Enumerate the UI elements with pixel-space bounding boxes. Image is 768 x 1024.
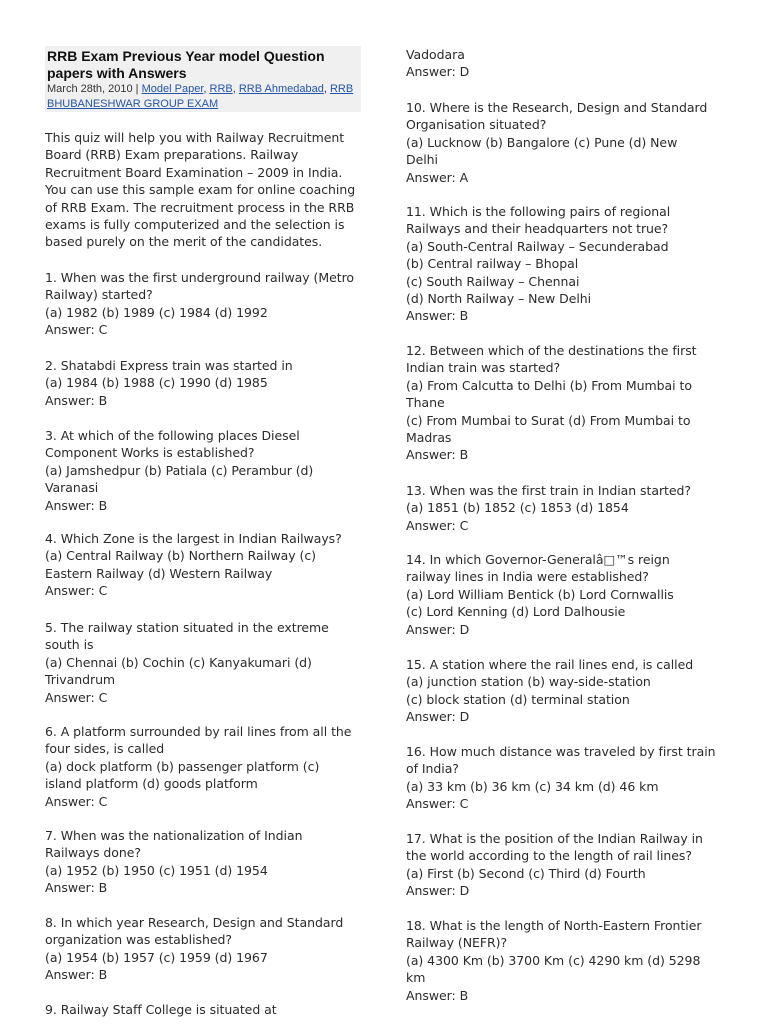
post-date: March 28th, 2010 [47,83,133,95]
category-link-rrb-bhubaneshwar[interactable]: RRB BHUBANESHWAR GROUP EXAM [47,83,354,110]
question-line: (a) 1952 (b) 1950 (c) 1951 (d) 1954 [45,862,268,878]
category-link-rrb-ahmedabad[interactable]: RRB Ahmedabad [238,83,324,95]
question-block [406,46,728,81]
question-line: Railway) started? [45,287,153,303]
question-line: km [406,970,426,986]
question-line: (a) Lucknow (b) Bangalore (c) Pune (d) New [406,134,678,150]
question-line: Thane [406,395,445,411]
question-line: Component Works is established? [45,445,255,461]
question-line: (a) South-Central Railway – Secunderabad [406,238,669,254]
post-meta: March 28th, 2010 | Model Paper, RRB, RRB Ahmedabad, RRB BHUBANESHWAR GROUP EXAM [47,83,354,110]
question-line: (d) North Railway – New Delhi [406,291,592,307]
question-line: 11. Which is the following pairs of regional [406,204,671,219]
question-line: 9. Railway Staff College is situated at [45,1002,277,1017]
intro-paragraph: This quiz will help you with Railway Recruitment Board (RRB) Exam preparations. Railway Recruitment Board Examination – 2009 in India. You can use this sample exam for online coaching of RRB Exam. The recruitment process in the RRB exams is fully computerized and the selection is based purely on the merit of the candidates. [45,130,356,250]
question-line: four sides, is called [45,741,165,757]
question-line: island platform (d) goods platform [45,776,258,792]
question-block [45,530,367,600]
question-line: (a) 1982 (b) 1989 (c) 1984 (d) 1992 [45,304,268,320]
question-line: railway lines in India were established? [406,569,649,585]
question-line: 12. Between which of the destinations the first [406,343,697,358]
question-line: Answer: C [45,583,108,599]
question-line: 15. A station where the rail lines end, is called [406,657,694,672]
question-block [45,827,367,897]
question-line: Answer: B [406,987,469,1003]
question-line: (a) dock platform (b) passenger platform (c) [45,758,320,774]
question-line: 5. The railway station situated in the extreme [45,620,329,635]
question-line: Eastern Railway (d) Western Railway [45,565,273,581]
question-line: (c) South Railway – Chennai [406,273,580,289]
question-line: Madras [406,430,452,446]
question-line: Answer: A [406,169,469,185]
question-line: 18. What is the length of North-Eastern Frontier [406,918,702,933]
question-line: Answer: C [45,793,108,809]
question-line: 2. Shatabdi Express train was started in [45,358,293,373]
question-line: Answer: D [406,64,470,80]
question-block [406,99,728,186]
question-line: Railway (NEFR)? [406,935,508,951]
question-line: Answer: D [406,709,470,725]
question-block [406,743,728,813]
question-block [406,656,728,726]
meta-separator: | [132,83,142,95]
question-line: (a) Jamshedpur (b) Patiala (c) Perambur (d) [45,462,314,478]
question-line: Answer: C [45,322,108,338]
category-link-model-paper[interactable]: Model Paper [141,83,204,95]
question-line: 7. When was the nationalization of Indian [45,828,303,843]
question-line: (a) Chennai (b) Cochin (c) Kanyakumari (d) [45,654,312,670]
question-line: 1. When was the first underground railway (Metro [45,270,354,285]
question-block [406,551,728,638]
question-line: (a) Central Railway (b) Northern Railway (c) [45,548,316,564]
question-block [45,357,367,409]
question-line: Answer: D [406,883,470,899]
question-line: Answer: B [45,880,108,896]
question-line: south is [45,637,94,653]
category-link-rrb[interactable]: RRB [209,83,233,95]
question-block [406,830,728,900]
question-line: Organisation situated? [406,117,547,133]
question-line: Answer: C [45,689,108,705]
question-block [45,723,367,810]
question-line: Varanasi [45,480,99,496]
question-line: 13. When was the first train in Indian started? [406,483,692,498]
question-line: Railways done? [45,845,141,861]
question-line: (a) Lord William Bentick (b) Lord Cornwallis [406,586,674,602]
question-line: (a) junction station (b) way-side-station [406,674,651,690]
question-block [45,619,367,706]
question-line: 10. Where is the Research, Design and Standard [406,100,708,115]
question-line: (c) From Mumbai to Surat (d) From Mumbai to [406,412,691,428]
question-block [45,1001,367,1018]
post-title: RRB Exam Previous Year model Question papers with Answers [47,48,325,81]
question-line: (a) 1954 (b) 1957 (c) 1959 (d) 1967 [45,949,268,965]
question-line: 16. How much distance was traveled by first train [406,744,716,759]
question-line: Answer: C [406,517,469,533]
question-block [406,342,728,464]
question-block [406,203,728,325]
question-line: Answer: B [45,967,108,983]
question-line: (a) 4300 Km (b) 3700 Km (c) 4290 km (d) 5298 [406,952,701,968]
question-block [406,482,728,534]
question-line: organization was established? [45,932,232,948]
question-line: 8. In which year Research, Design and Standard [45,915,344,930]
question-line: 14. In which Governor-Generalâ□™s reign [406,552,670,567]
question-line: 17. What is the position of the Indian Railway in [406,831,703,846]
question-line: (a) 33 km (b) 36 km (c) 34 km (d) 46 km [406,778,659,794]
question-line: (c) block station (d) terminal station [406,691,630,707]
question-line: of India? [406,761,459,777]
question-line: Answer: D [406,621,470,637]
question-line: Answer: B [406,308,469,324]
question-line: Answer: B [45,392,108,408]
question-line: (a) 1984 (b) 1988 (c) 1990 (d) 1985 [45,375,268,391]
question-line: (a) From Calcutta to Delhi (b) From Mumbai to [406,377,692,393]
question-line: Answer: B [45,497,108,513]
question-line: 6. A platform surrounded by rail lines from all the [45,724,352,739]
question-block [45,269,367,339]
question-line: Answer: C [406,796,469,812]
question-line: (c) Lord Kenning (d) Lord Dalhousie [406,604,626,620]
question-block [45,914,367,984]
question-line: (b) Central railway – Bhopal [406,256,579,272]
question-line: (a) 1851 (b) 1852 (c) 1853 (d) 1854 [406,500,629,516]
question-line: the world according to the length of rail lines? [406,848,692,864]
question-line: (a) First (b) Second (c) Third (d) Fourth [406,865,646,881]
question-line: Railways and their headquarters not true? [406,221,669,237]
question-line: Indian train was started? [406,360,561,376]
question-line: Vadodara [406,47,465,62]
question-line: Trivandrum [45,672,116,688]
question-block [406,917,728,1004]
question-line: 3. At which of the following places Diesel [45,428,300,443]
question-line: Answer: B [406,447,469,463]
question-block [45,427,367,514]
question-line: 4. Which Zone is the largest in Indian Railways? [45,531,342,546]
question-line: Delhi [406,152,438,168]
